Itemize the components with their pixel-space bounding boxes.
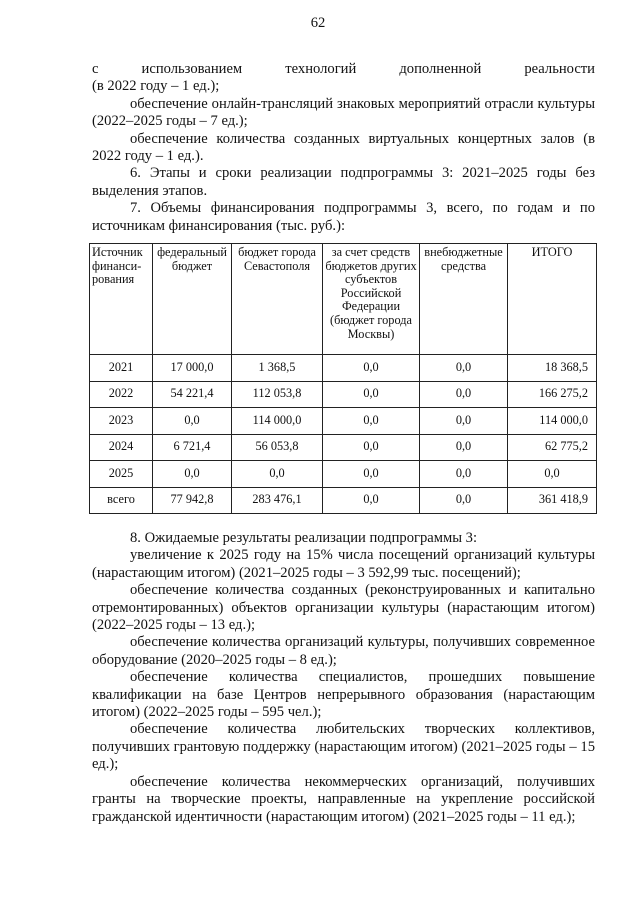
table-cell: 114 000,0 <box>508 408 597 435</box>
table-row <box>90 487 597 514</box>
table-cell: 166 275,2 <box>508 381 597 408</box>
bottom-text-block <box>92 530 595 826</box>
table-header-row <box>90 244 597 355</box>
table-cell: 0,0 <box>153 461 232 488</box>
table-cell: 62 775,2 <box>508 434 597 461</box>
header-cell: ИТОГО <box>508 244 597 355</box>
table-cell: 0,0 <box>323 434 420 461</box>
table-cell: 2023 <box>90 408 153 435</box>
table-cell: 0,0 <box>153 408 232 435</box>
table-cell: 0,0 <box>420 408 508 435</box>
table-cell: 0,0 <box>420 434 508 461</box>
paragraph: обеспечение количества организаций культуры, получивших современное оборудование (2020–2025 годы – 8 ед.); <box>92 634 595 668</box>
table-cell: 0,0 <box>508 461 597 488</box>
table-cell: 0,0 <box>323 487 420 514</box>
table-row <box>90 434 597 461</box>
table-cell: 0,0 <box>420 487 508 514</box>
table-cell: 1 368,5 <box>232 355 323 382</box>
header-cell: федеральный бюджет <box>153 244 232 355</box>
page-number: 62 <box>310 15 326 31</box>
paragraph: 6. Этапы и сроки реализации подпрограммы 3: 2021–2025 годы без выделения этапов. <box>92 165 595 199</box>
paragraph: обеспечение количества созданных (реконструированных и капитально отремонтированных) объектов организации культуры (нарастающим итогом) (2022–2025 годы – 13 ед.); <box>92 582 595 634</box>
paragraph: обеспечение количества созданных виртуальных концертных залов (в 2022 году – 1 ед.). <box>92 130 595 165</box>
table-cell: 0,0 <box>323 355 420 382</box>
table-cell: 6 721,4 <box>153 434 232 461</box>
table-cell: 56 053,8 <box>232 434 323 461</box>
table-row <box>90 355 597 382</box>
table-cell: 0,0 <box>420 461 508 488</box>
paragraph: (в 2022 году – 1 ед.); <box>92 78 220 95</box>
top-text-block <box>92 61 595 235</box>
paragraph: 8. Ожидаемые результаты реализации подпрограммы 3: <box>130 530 478 546</box>
table-cell: 2021 <box>90 355 153 382</box>
table-row <box>90 408 597 435</box>
header-cell: внебюджетные средства <box>420 244 508 355</box>
table-cell: 283 476,1 <box>232 487 323 514</box>
header-cell: бюджет города Севастополя <box>232 244 323 355</box>
table-cell: 0,0 <box>232 461 323 488</box>
table-cell: 54 221,4 <box>153 381 232 408</box>
table-cell: 2022 <box>90 381 153 408</box>
table-cell: 361 418,9 <box>508 487 597 514</box>
paragraph: обеспечение онлайн-трансляций знаковых мероприятий отрасли культуры (2022–2025 годы – 7 ед.); <box>92 95 595 130</box>
table-cell: 112 053,8 <box>232 381 323 408</box>
table-cell: 0,0 <box>420 355 508 382</box>
table-cell: 0,0 <box>420 381 508 408</box>
table-cell: 2024 <box>90 434 153 461</box>
table-cell: 0,0 <box>323 381 420 408</box>
table-cell: 0,0 <box>323 461 420 488</box>
table-row <box>90 461 597 488</box>
table-cell: 114 000,0 <box>232 408 323 435</box>
paragraph: 7. Объемы финансирования подпрограммы 3, всего, по годам и по источникам финансирования (тыс. руб.): <box>92 200 595 234</box>
paragraph: обеспечение количества некоммерческих организаций, получивших гранты на творческие проекты, направленные на укрепление российской гражданской идентичности (нарастающим итогом) (2021–2025 годы – 11 ед.); <box>92 773 595 825</box>
financing-table <box>89 243 597 514</box>
header-cell: за счет средств бюджетов других субъектов Российской Федерации (бюджет города Москвы) <box>323 244 420 355</box>
table-cell: 0,0 <box>323 408 420 435</box>
table-cell: 77 942,8 <box>153 487 232 514</box>
table-cell: 17 000,0 <box>153 355 232 382</box>
header-cell: Источник финанси-рования <box>90 244 153 355</box>
paragraph: обеспечение количества любительских творческих коллективов, получивших грантовую поддержку (нарастающим итогом) (2021–2025 годы – 15 ед.); <box>92 721 595 773</box>
paragraph: увеличение к 2025 году на 15% числа посещений организаций культуры (нарастающим итогом) (2021–2025 годы – 3 592,99 тыс. посещений); <box>92 547 595 581</box>
table-row <box>90 381 597 408</box>
paragraph: обеспечение количества специалистов, прошедших повышение квалификации на базе Центров непрерывного образования (нарастающим итогом) (2022–2025 годы – 595 чел.); <box>92 669 595 721</box>
table-cell: всего <box>90 487 153 514</box>
table-cell: 18 368,5 <box>508 355 597 382</box>
table-cell: 2025 <box>90 461 153 488</box>
paragraph: с использованием технологий дополненной реальности <box>92 61 595 77</box>
